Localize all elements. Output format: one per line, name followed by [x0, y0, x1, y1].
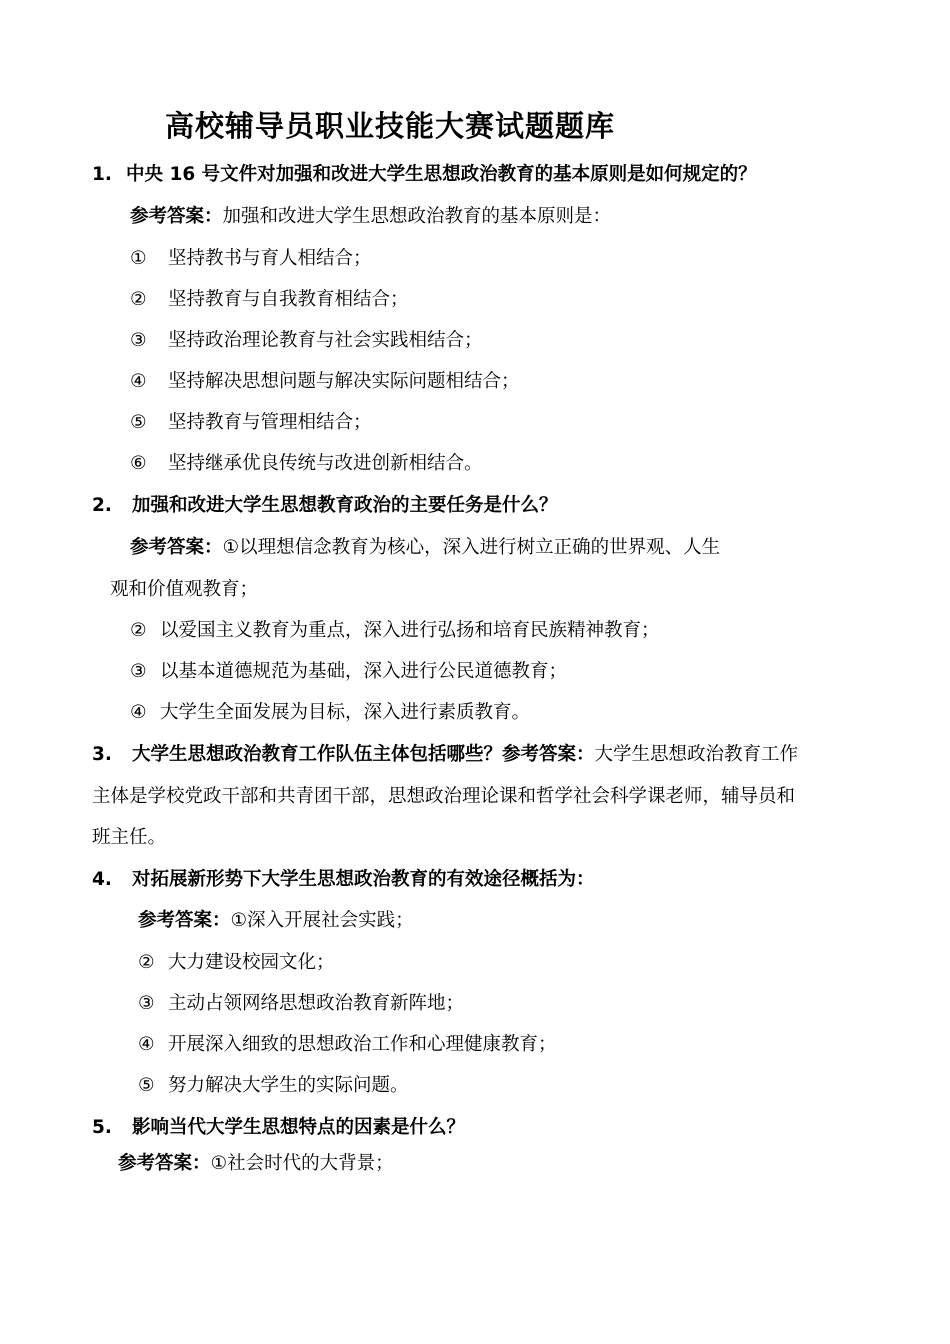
question-5 [92, 1115, 465, 1141]
item-text: 坚持教育与管理相结合； [168, 412, 372, 433]
list-item [130, 287, 409, 313]
answer-text: 大学生思想政治教育工作 [594, 744, 799, 765]
list-item [130, 246, 372, 272]
list-item [138, 1032, 557, 1058]
question-number: 3. [92, 744, 112, 765]
answer-text: ①以理想信念教育为核心，深入进行树立正确的世界观、人生 [222, 537, 721, 558]
document-title: 高校辅导员职业技能大赛试题题库 [165, 109, 616, 143]
item-text: 大学生全面发展为目标，深入进行素质教育。 [160, 702, 531, 723]
item-text: 坚持政治理论教育与社会实践相结合； [168, 330, 483, 351]
list-item [130, 369, 520, 395]
item-marker: ② [130, 620, 147, 641]
item-marker: ③ [130, 330, 147, 351]
item-marker: ④ [130, 702, 147, 723]
answer-4-line-1 [138, 908, 414, 934]
list-item [138, 1073, 409, 1099]
item-text: 坚持解决思想问题与解决实际问题相结合； [168, 371, 520, 392]
question-text: 对拓展新形势下大学生思想政治教育的有效途径概括为： [132, 869, 595, 890]
item-text: 坚持继承优良传统与改进创新相结合。 [168, 453, 483, 474]
item-marker: ④ [130, 371, 147, 392]
answer-label: 参考答案： [130, 537, 223, 558]
item-marker: ⑥ [130, 453, 147, 474]
item-text: 坚持教书与育人相结合； [168, 248, 372, 269]
item-text: 坚持教育与自我教育相结合； [168, 289, 409, 310]
item-text: 以爱国主义教育为重点，深入进行弘扬和培育民族精神教育； [160, 620, 660, 641]
answer-1-intro [130, 204, 611, 230]
answer-text: 加强和改进大学生思想政治教育的基本原则是： [222, 206, 612, 227]
question-text: 影响当代大学生思想特点的因素是什么？ [132, 1117, 466, 1138]
question-text: 中央 16 号文件对加强和改进大学生思想政治教育的基本原则是如何规定的？ [126, 164, 757, 185]
item-text: 开展深入细致的思想政治工作和心理健康教育； [168, 1034, 557, 1055]
list-item [130, 659, 567, 685]
question-number: 1. [92, 164, 112, 185]
list-item [138, 991, 464, 1017]
list-item [130, 700, 530, 726]
answer-text: ①深入开展社会实践； [230, 910, 414, 931]
question-number: 4. [92, 869, 112, 890]
answer-2-line-2: 观和价值观教育； [110, 579, 259, 600]
item-text: 主动占领网络思想政治教育新阵地； [168, 993, 465, 1014]
question-text: 大学生思想政治教育工作队伍主体包括哪些？ [132, 744, 503, 765]
list-item [130, 328, 483, 354]
question-4 [92, 867, 595, 893]
list-item [130, 451, 483, 477]
item-marker: ① [130, 248, 147, 269]
answer-2-line-1 [130, 535, 720, 561]
answer-text: ①社会时代的大背景； [210, 1153, 394, 1174]
item-marker: ② [130, 289, 147, 310]
question-2 [92, 493, 558, 519]
item-marker: ③ [138, 993, 155, 1014]
item-text: 大力建设校园文化； [168, 952, 335, 973]
answer-label: 参考答案： [502, 744, 595, 765]
list-item [130, 618, 660, 644]
question-3 [92, 742, 798, 768]
item-marker: ⑤ [130, 412, 147, 433]
item-marker: ② [138, 952, 155, 973]
question-text: 加强和改进大学生思想教育政治的主要任务是什么？ [132, 495, 558, 516]
answer-label: 参考答案： [130, 206, 223, 227]
item-text: 努力解决大学生的实际问题。 [168, 1075, 409, 1096]
answer-3-line-3: 班主任。 [92, 827, 167, 848]
item-marker: ④ [138, 1034, 155, 1055]
answer-3-line-2: 主体是学校党政干部和共青团干部，思想政治理论课和哲学社会科学课老师，辅导员和 [92, 786, 796, 807]
question-number: 2. [92, 495, 112, 516]
answer-label: 参考答案： [118, 1153, 211, 1174]
question-1 [92, 162, 757, 188]
answer-5-line-1 [118, 1151, 394, 1177]
list-item [130, 410, 372, 436]
list-item [138, 950, 335, 976]
item-marker: ③ [130, 661, 147, 682]
answer-label: 参考答案： [138, 910, 231, 931]
question-number: 5. [92, 1117, 112, 1138]
item-marker: ⑤ [138, 1075, 155, 1096]
item-text: 以基本道德规范为基础，深入进行公民道德教育； [160, 661, 568, 682]
